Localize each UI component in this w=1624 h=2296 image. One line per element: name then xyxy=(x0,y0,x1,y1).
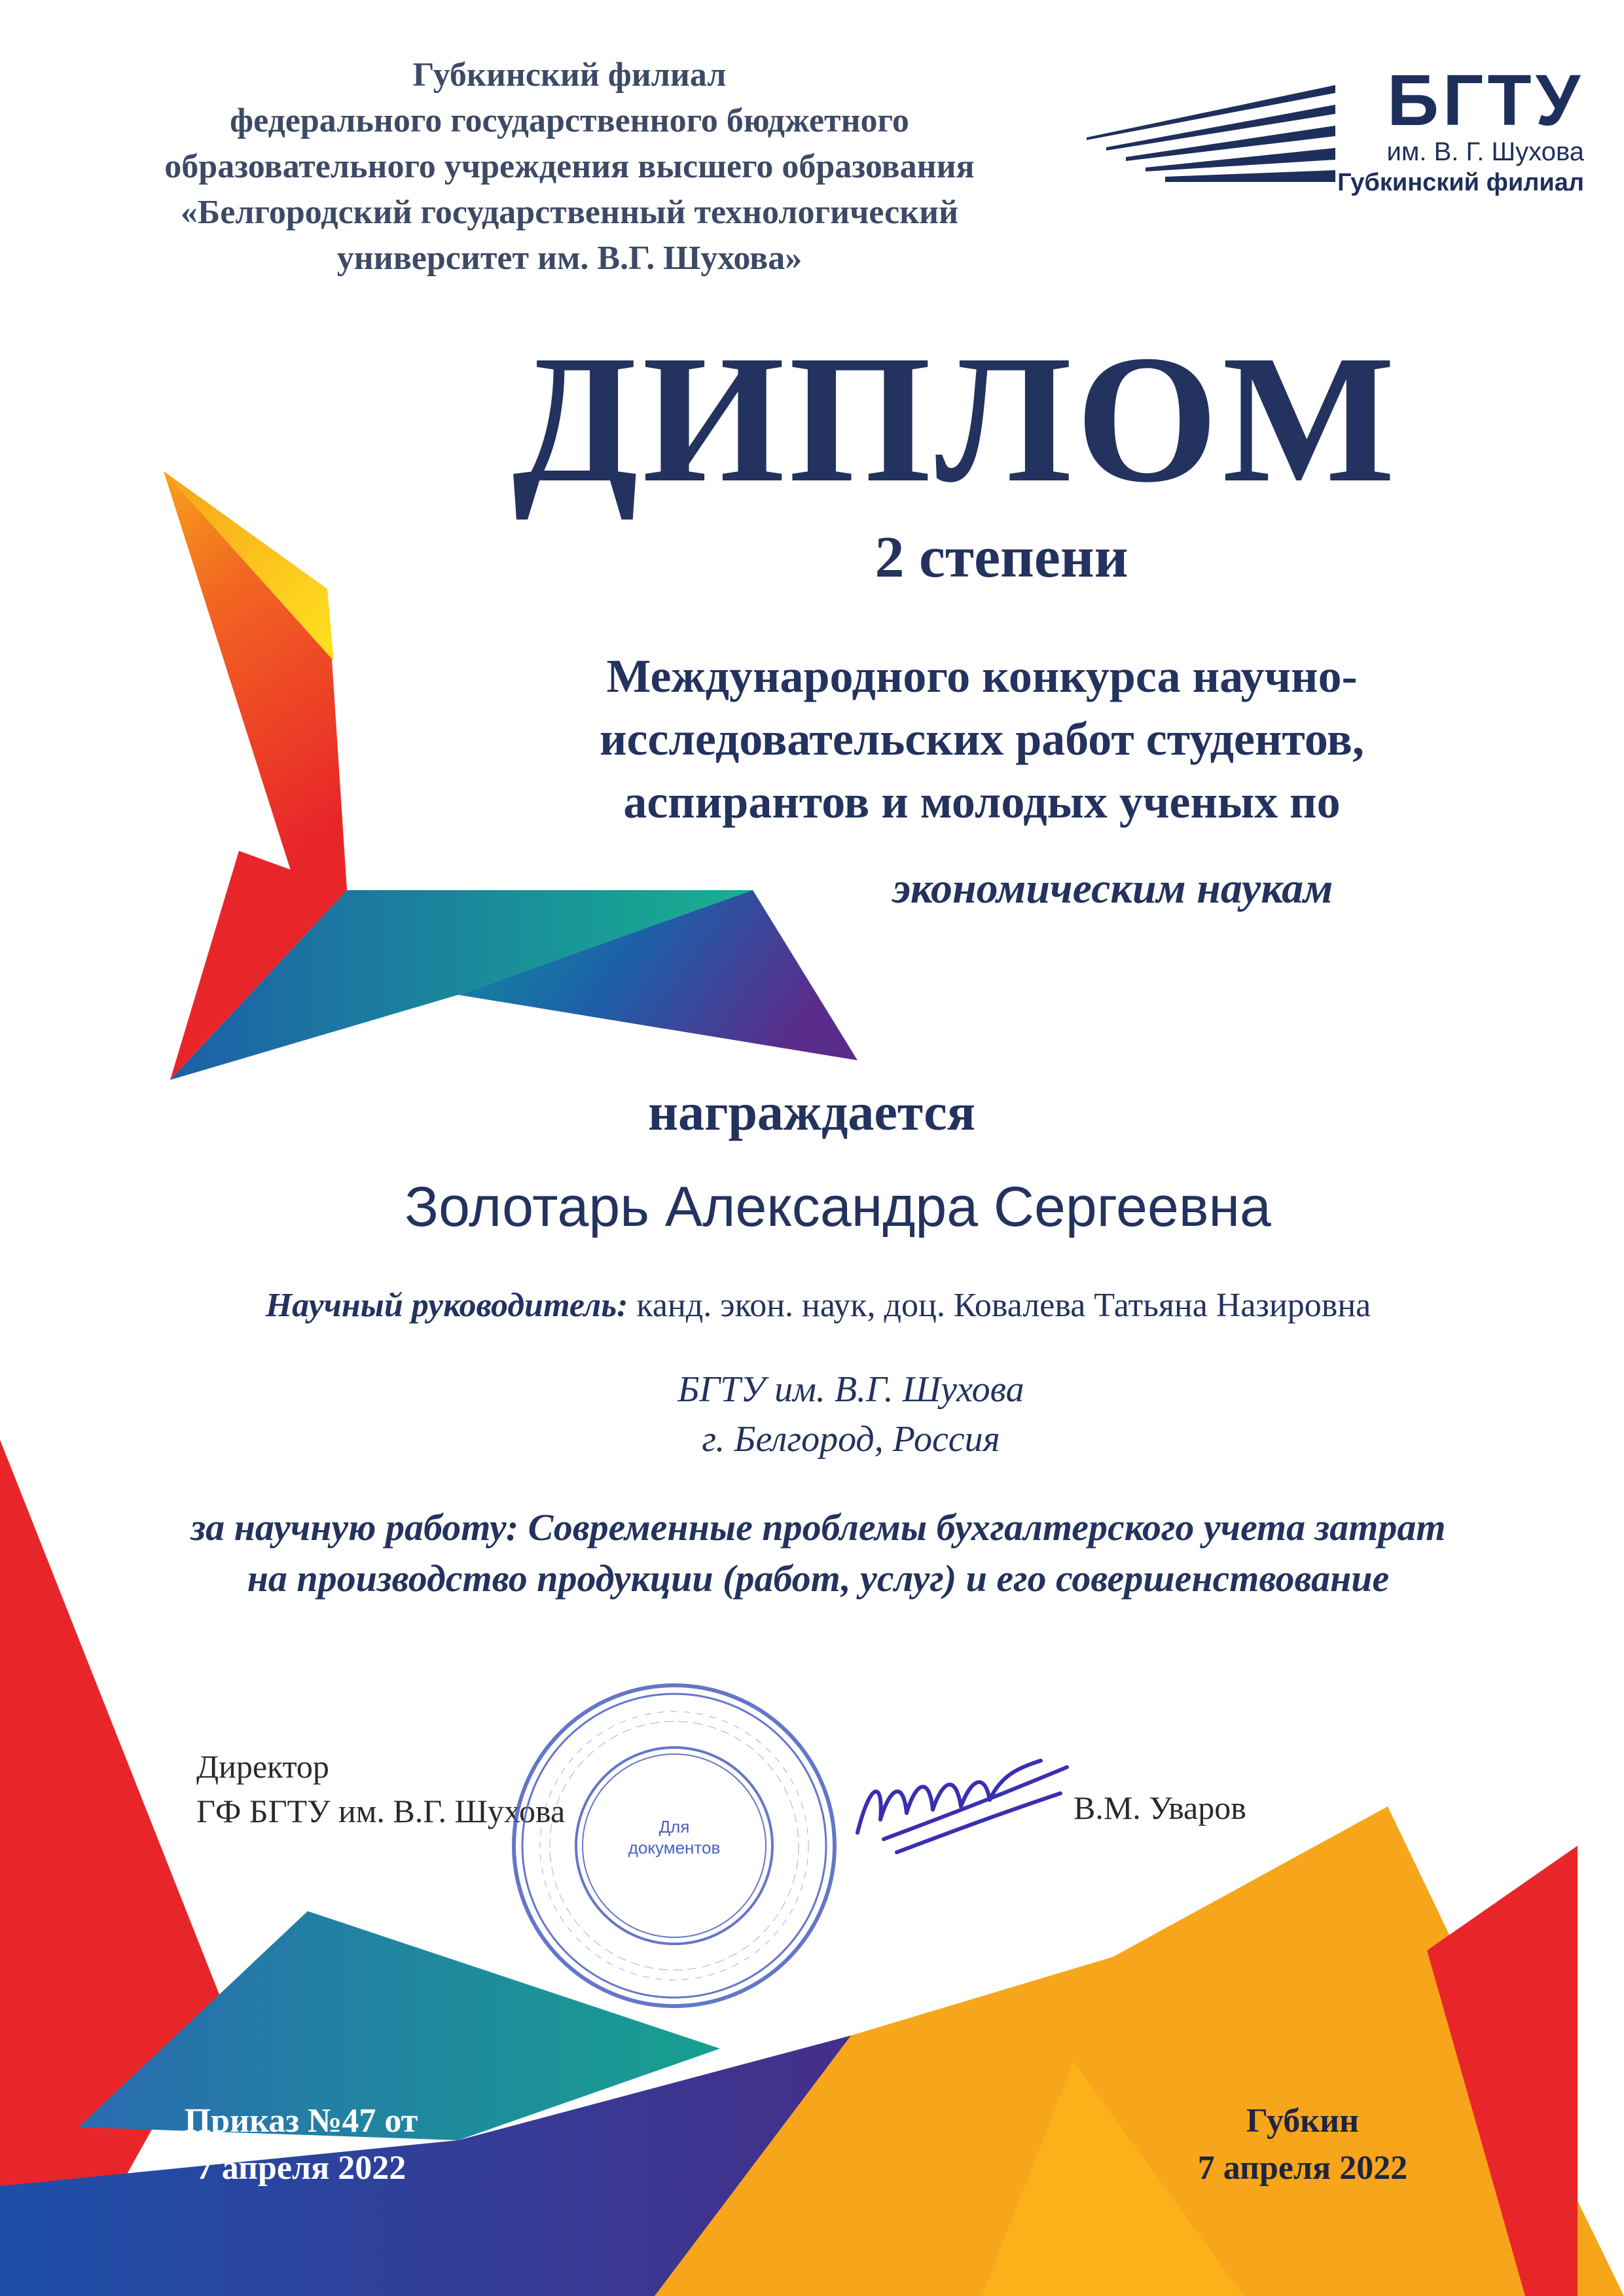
diploma-degree: 2 степени xyxy=(875,525,1128,590)
supervisor-label: Научный руководитель: xyxy=(265,1287,628,1324)
contest-field: экономическим наукам xyxy=(892,865,1333,912)
institution-line: Губкинский филиал xyxy=(412,56,727,94)
director-name: В.М. Уваров xyxy=(1074,1789,1246,1826)
supervisor xyxy=(65,1286,1571,1325)
university-info xyxy=(458,1365,1244,1464)
director-line: ГФ БГТУ им. В.Г. Шухова xyxy=(196,1793,566,1829)
logo-title: БГТУ xyxy=(1386,60,1584,141)
contest-line: аспирантов и молодых ученых по xyxy=(623,776,1341,828)
city-line: Губкин xyxy=(1246,2102,1360,2140)
contest-line: Международного конкурса научно- xyxy=(606,650,1358,702)
diploma-title: ДИПЛОМ xyxy=(512,317,1399,520)
contest-line: исследовательских работ студентов, xyxy=(600,713,1364,765)
awarded-label: награждается xyxy=(648,1084,975,1141)
institution-line: «Белгородский государственный технологический xyxy=(180,194,959,231)
director-signature xyxy=(844,1741,1080,1872)
director-line: Директор xyxy=(196,1748,329,1785)
work-line: на производство продукции (работ, услуг) и его совершенствование xyxy=(247,1557,1390,1600)
order-line: 7 апреля 2022 xyxy=(196,2149,406,2187)
stamp-text: Для документов xyxy=(628,1817,721,1857)
city-line: 7 апреля 2022 xyxy=(1197,2149,1408,2187)
work-line: за научную работу: Современные проблемы бухгалтерского учета затрат xyxy=(190,1506,1446,1549)
institution-line: федерального государственного бюджетного xyxy=(230,102,909,139)
city-date xyxy=(1106,2098,1499,2192)
university-logo xyxy=(1087,59,1584,203)
institution-header xyxy=(79,52,1060,281)
contest-name xyxy=(458,645,1506,833)
order-line: Приказ №47 от xyxy=(184,2102,418,2140)
institution-line: университет им. В.Г. Шухова» xyxy=(336,240,803,277)
institution-line: образовательного учреждения высшего образования xyxy=(164,148,975,185)
logo-branch: Губкинский филиал xyxy=(1337,169,1584,196)
research-work xyxy=(65,1502,1571,1604)
supervisor-value: канд. экон. наук, доц. Ковалева Татьяна Назировна xyxy=(628,1287,1371,1324)
university-line: г. Белгород, Россия xyxy=(702,1419,1000,1460)
recipient-name: Золотарь Александра Сергеевна xyxy=(405,1175,1271,1238)
official-stamp xyxy=(504,1676,844,2016)
university-line: БГТУ им. В.Г. Шухова xyxy=(677,1369,1024,1410)
order-info xyxy=(131,2098,471,2192)
logo-subtitle: им. В. Г. Шухова xyxy=(1386,137,1584,166)
